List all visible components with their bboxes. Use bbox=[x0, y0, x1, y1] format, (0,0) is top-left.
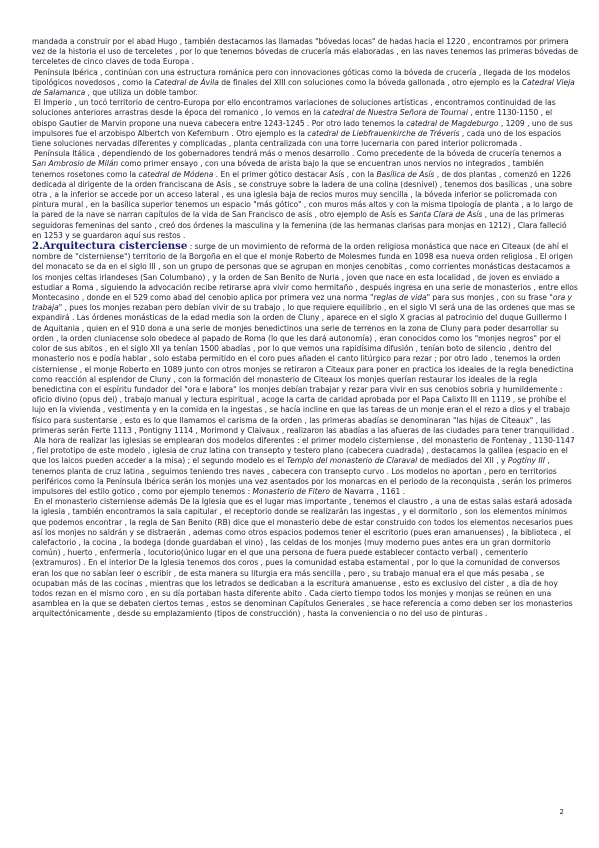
italic-run: San Ambrosio de Milán bbox=[32, 159, 119, 169]
text-run: , que utiliza un doble tambor. bbox=[85, 88, 198, 98]
document-body bbox=[32, 37, 578, 620]
italic-run: Monasterio de Fitero bbox=[252, 486, 330, 496]
italic-run: Templo del monasterio de Claraval bbox=[286, 456, 418, 466]
text-run: mandada a construir por el abad Hugo , también destacamos las llamadas "bóvedas locas" de hadas hacia el 1220 , encontramos por primera vez de la historia el uso de terceletes , por lo que tenemos bóvedas de crucería más elaboradas , en las naves tenemos las primeras bóvedas de terceletes de cinco claves de toda Europa . bbox=[32, 37, 579, 67]
italic-run: catedral de Módena bbox=[138, 169, 214, 179]
italic-run: catedral de Liebfrauenkirche de Tréveris bbox=[307, 128, 460, 138]
text-run: de finales del XIII con soluciones como la bóveda gallonada , otro ejemplo es la bbox=[218, 77, 522, 87]
text-run: . En el primer gótico destacar Asís , con la bbox=[213, 169, 377, 179]
text-run: El Imperio , un tocó territorio de centro-Europa por ello encontramos variaciones de soluciones artísticas , encontramos continuidad de las soluciones anteriores arrastras desde la época del romanico , lo vemos en la bbox=[32, 98, 556, 118]
text-run: , 1209 , uno de sus impulsores fue el arzobispo Albertch von Kefernburn . Otro ejemplo es la bbox=[32, 118, 573, 138]
italic-run: catedral de Magdeburgo bbox=[406, 118, 499, 128]
paragraph-bovedas-locas bbox=[32, 37, 578, 68]
text-run: : surge de un movimiento de reforma de la orden religiosa monástica que nace en Citeaux (de ahí el nombre de "cisterniense") territorio de la Borgoña en el que el monje Roberto de Molesmes funda en 1098 esa nueva orden religiosa . El origen del monacato se da en el siglo III , son un grupo de personas que se agrupan en monjes cenobitas , como corrientes monásticas destacamos a los monjes celtas irlandeses (San Columbano) , y la orden de San Benito de Nuria , joven que nace en esta localidad , de joven es enviado a estudiar a Roma , siguiendo la advocación recibe retirarse apra vivir como hermitaño , después ingresa en una serie de monasterios , entre ellos Montecasino , donde en el 529 como abad del cenobio aplica por primera vez una norma " bbox=[32, 242, 578, 303]
page-number: 2 bbox=[559, 807, 564, 816]
section-heading: 2.Arquitectura cisterciense bbox=[32, 240, 188, 253]
italic-run: Catedral de Ávila bbox=[154, 77, 219, 87]
text-run: , una de las primeras seguidoras femeninas del santo , creó dos órdenes la masculina y la femenina (de las hermanas clarisas para monjas en 1212) , Clara falleció en 1253 y se guardaron aquí sus restos . bbox=[32, 210, 567, 240]
text-run: como primer ensayo , con una bóveda de arista bajo la que se encuentran unos nervios no integrados , también tenemos rosetones como la bbox=[32, 159, 544, 179]
paragraph-modelos-iglesias bbox=[32, 436, 578, 497]
paragraph-monasterio-cisterciense bbox=[32, 497, 578, 619]
italic-run: Pogtiny III bbox=[507, 456, 545, 466]
italic-run: Catedral Vieja de Salamanca bbox=[32, 77, 575, 98]
text-run: Península Itálica , dependiendo de los gobernadores tendrá más o menos desarrollo . Como precedente de la bóveda de crucería tenemos a bbox=[34, 149, 562, 159]
text-run: , de dos plantas , comenzó en 1226 dedicada al dirigente de la orden franciscana de Asís , se construye sobre la ladera de una colina (desnivel) , tenemos dos basílicas , una sobre otra , a la inferior se accede por un acceso lateral , es una iglesia baja de recios muros muy sencilla , la bóveda inferior se policromada con pintura mural , en la basílica superior tenemos un espacio "más gótico" , con muros más altos y con la misma tipología de planta , a lo largo de la pared de la nave se narran capítulos de la vida de San Francisco de asís , otro ejemplo de Asís es bbox=[32, 169, 573, 220]
text-run: Península Ibérica , continúan con una estructura románica pero con innovaciones góticas como la bóveda de crucería , llegada de los modelos tipológicos novedosos , como la bbox=[32, 67, 571, 87]
paragraph-arquitectura-cisterciense bbox=[32, 241, 578, 436]
text-run: , cada uno de los espacios tiene soluciones nervadas diferentes y complicadas , planta centralizada con una torre lucernaria con pared interior policromada . bbox=[32, 128, 562, 149]
text-run: " para sus monjes , con su frase " bbox=[426, 293, 553, 303]
text-run: " , pues los monjes rezaban pero debían vivir de su trabajo , lo que requiere equilibrio , en el siglo VI será una de las ordenes que mas se expandirá . Las órdenes monásticas de la edad media son la orden de Cluny , aparece en el siglo X gracias al patrocinio del duque Guillermo I de Aquitania , quien en el 910 dona a una serie de monjes benedictinos una serie de terrenos en la zona de Cluny para poder desarrollar su orden , la orden cluniacense solo obedece al papado de Roma (lo que les dará autonomía) , eran conocidos como los "monjes negros" por el color de sus abitos , en el siglo XII ya tenían 1500 abadías , por lo que vemos una rapidísima difusión , tenían boto de silencio , dentro del monasterio nos e podía hablar , solo estaba permitido en el coro pues añaden el canto litúrgico para rezar ; por otro lado , tenemos la orden cisterniense , el monje Roberto en 1089 junto con otros monjes se retiraron a Citeaux para poner en practica los ideales de la regla benedictina como reacción al esplendor de Cluny , con la formación del monasterio de Citeaux los monjes querían restaurar los ideales de la regla benedictina con el espíritu fundador del "ora e labora" los monjes debían trabajar y rezar para vivir en sus cenobios sobria y humildemente : oficio divino (opus dei) , trabajo manual y lectura espiritual , acoge la carta de caridad aprobada por el Papa Calixto III en 1119 , se prohíbe el lujo en la vivienda , vestimenta y en la comida en la ingestas , se hacía incline en que las tareas de un monje eran el el rezo a dios y el trabajo físico para sustentarse , esto es lo que llamamos el carisma de la orden , las primeras abadías se denominaran "las hijas de Citeaux" , las primeras serán Ferte 1113 , Pontigny 1114 , Morimond y Claivaux , realizaron las abadías a las afueras de las ciudades para tener tranquilidad . bbox=[32, 303, 575, 435]
italic-run: ora y trabaja bbox=[32, 293, 573, 313]
text-run: de mediados del XII , y bbox=[417, 456, 508, 466]
paragraph-peninsula-iberica bbox=[32, 68, 578, 99]
text-run: de Navarra , 1161 . bbox=[329, 486, 406, 496]
paragraph-imperio bbox=[32, 98, 578, 149]
text-run: , tenemos planta de cruz latina , seguimos teniendo tres naves , cabecera con transepto curvo . Los modelos no aportan , pero en territorios periféricos como la Península Ibérica serán los monjes una vez asentados por los monarcas en el periodo de la reconquista , serán los primeros impulsores del estilo gotico , como por ejemplo tenemos : bbox=[32, 456, 572, 496]
italic-run: reglas de vida bbox=[373, 293, 427, 303]
paragraph-peninsula-italica bbox=[32, 149, 578, 241]
text-run: En el monasterio cisterniense además De la Iglesia que es el lugar mas importante , tenemos el claustro , a una de estas salas estará adosada la iglesia , también encontramos la sala capitular , el receptorio donde se realizarán las ingestas , y el dormitorio , son los elementos mínimos que podemos encontrar , la regla de San Benito (RB) dice que el monasterio debe de estar construido con todos los elementos necesarios pues así los monjes no saldrán y se distraerán , ademas como otros espacios podemos tener el escritorio (pues eran amanuenses) , la biblioteca , el calefactorio , la cocina , la bodega (donde guardaban el vino) , las celdas de los monjes (muy moderno pues antes era un gran dormitorio común) , huerto , enfermería , locutorio(único lugar en el que una persona de fuera puede establecer contacto verbal) , cementerio (extramuros) . En el interior De la Iglesia tenemos dos coros , pues la comunidad estaba estamental , por lo que la comunidad de conversos eran los que no sabían leer o escribir , de esta manera su liturgia era más sencilla , pero , su trabajo manual era el que más pesaba , se ocupaban más de las cocinas , mientras que los letrados se dedicaban a la escritura amanuense , esto es exclusivo del cister , a día de hoy todos rezan en el mismo coro , en su día portaban hasta diferente abito . Cada cierto tiempo todos los monjes y monjas se reúnen en una asamblea en la que se debaten ciertos temas , estos se denominan Capítulos Generales , se hace referencia a como deben ser los monasterios arquitectónicamente , desde su emplazamiento (tipos de construcción) , hasta la conveniencia o no del uso de pinturas . bbox=[32, 497, 573, 619]
italic-run: Basílica de Asís bbox=[376, 169, 435, 179]
text-run: , entre 1130-1150 , el obispo Gautier de Marvin propone una nueva cabecera entre 1243-1245 . Por otro lado tenemos la bbox=[32, 108, 553, 128]
italic-run: Santa Clara de Asís bbox=[409, 210, 483, 220]
italic-run: catedral de Nuestra Señora de Tournai bbox=[322, 108, 468, 118]
text-run: Ala hora de realizar las iglesias se emplearan dos modelos diferentes : el primer modelo cisterniense , del monasterio de Fontenay , 1130-1147 , fiel prototipo de este modelo , iglesia de cruz latina con transepto y testero plano (cabecera cuadrada) , destacamos la galilea (espacio en el que los laicos pueden acceder a la misa) ; el segundo modelo es el bbox=[32, 435, 575, 466]
